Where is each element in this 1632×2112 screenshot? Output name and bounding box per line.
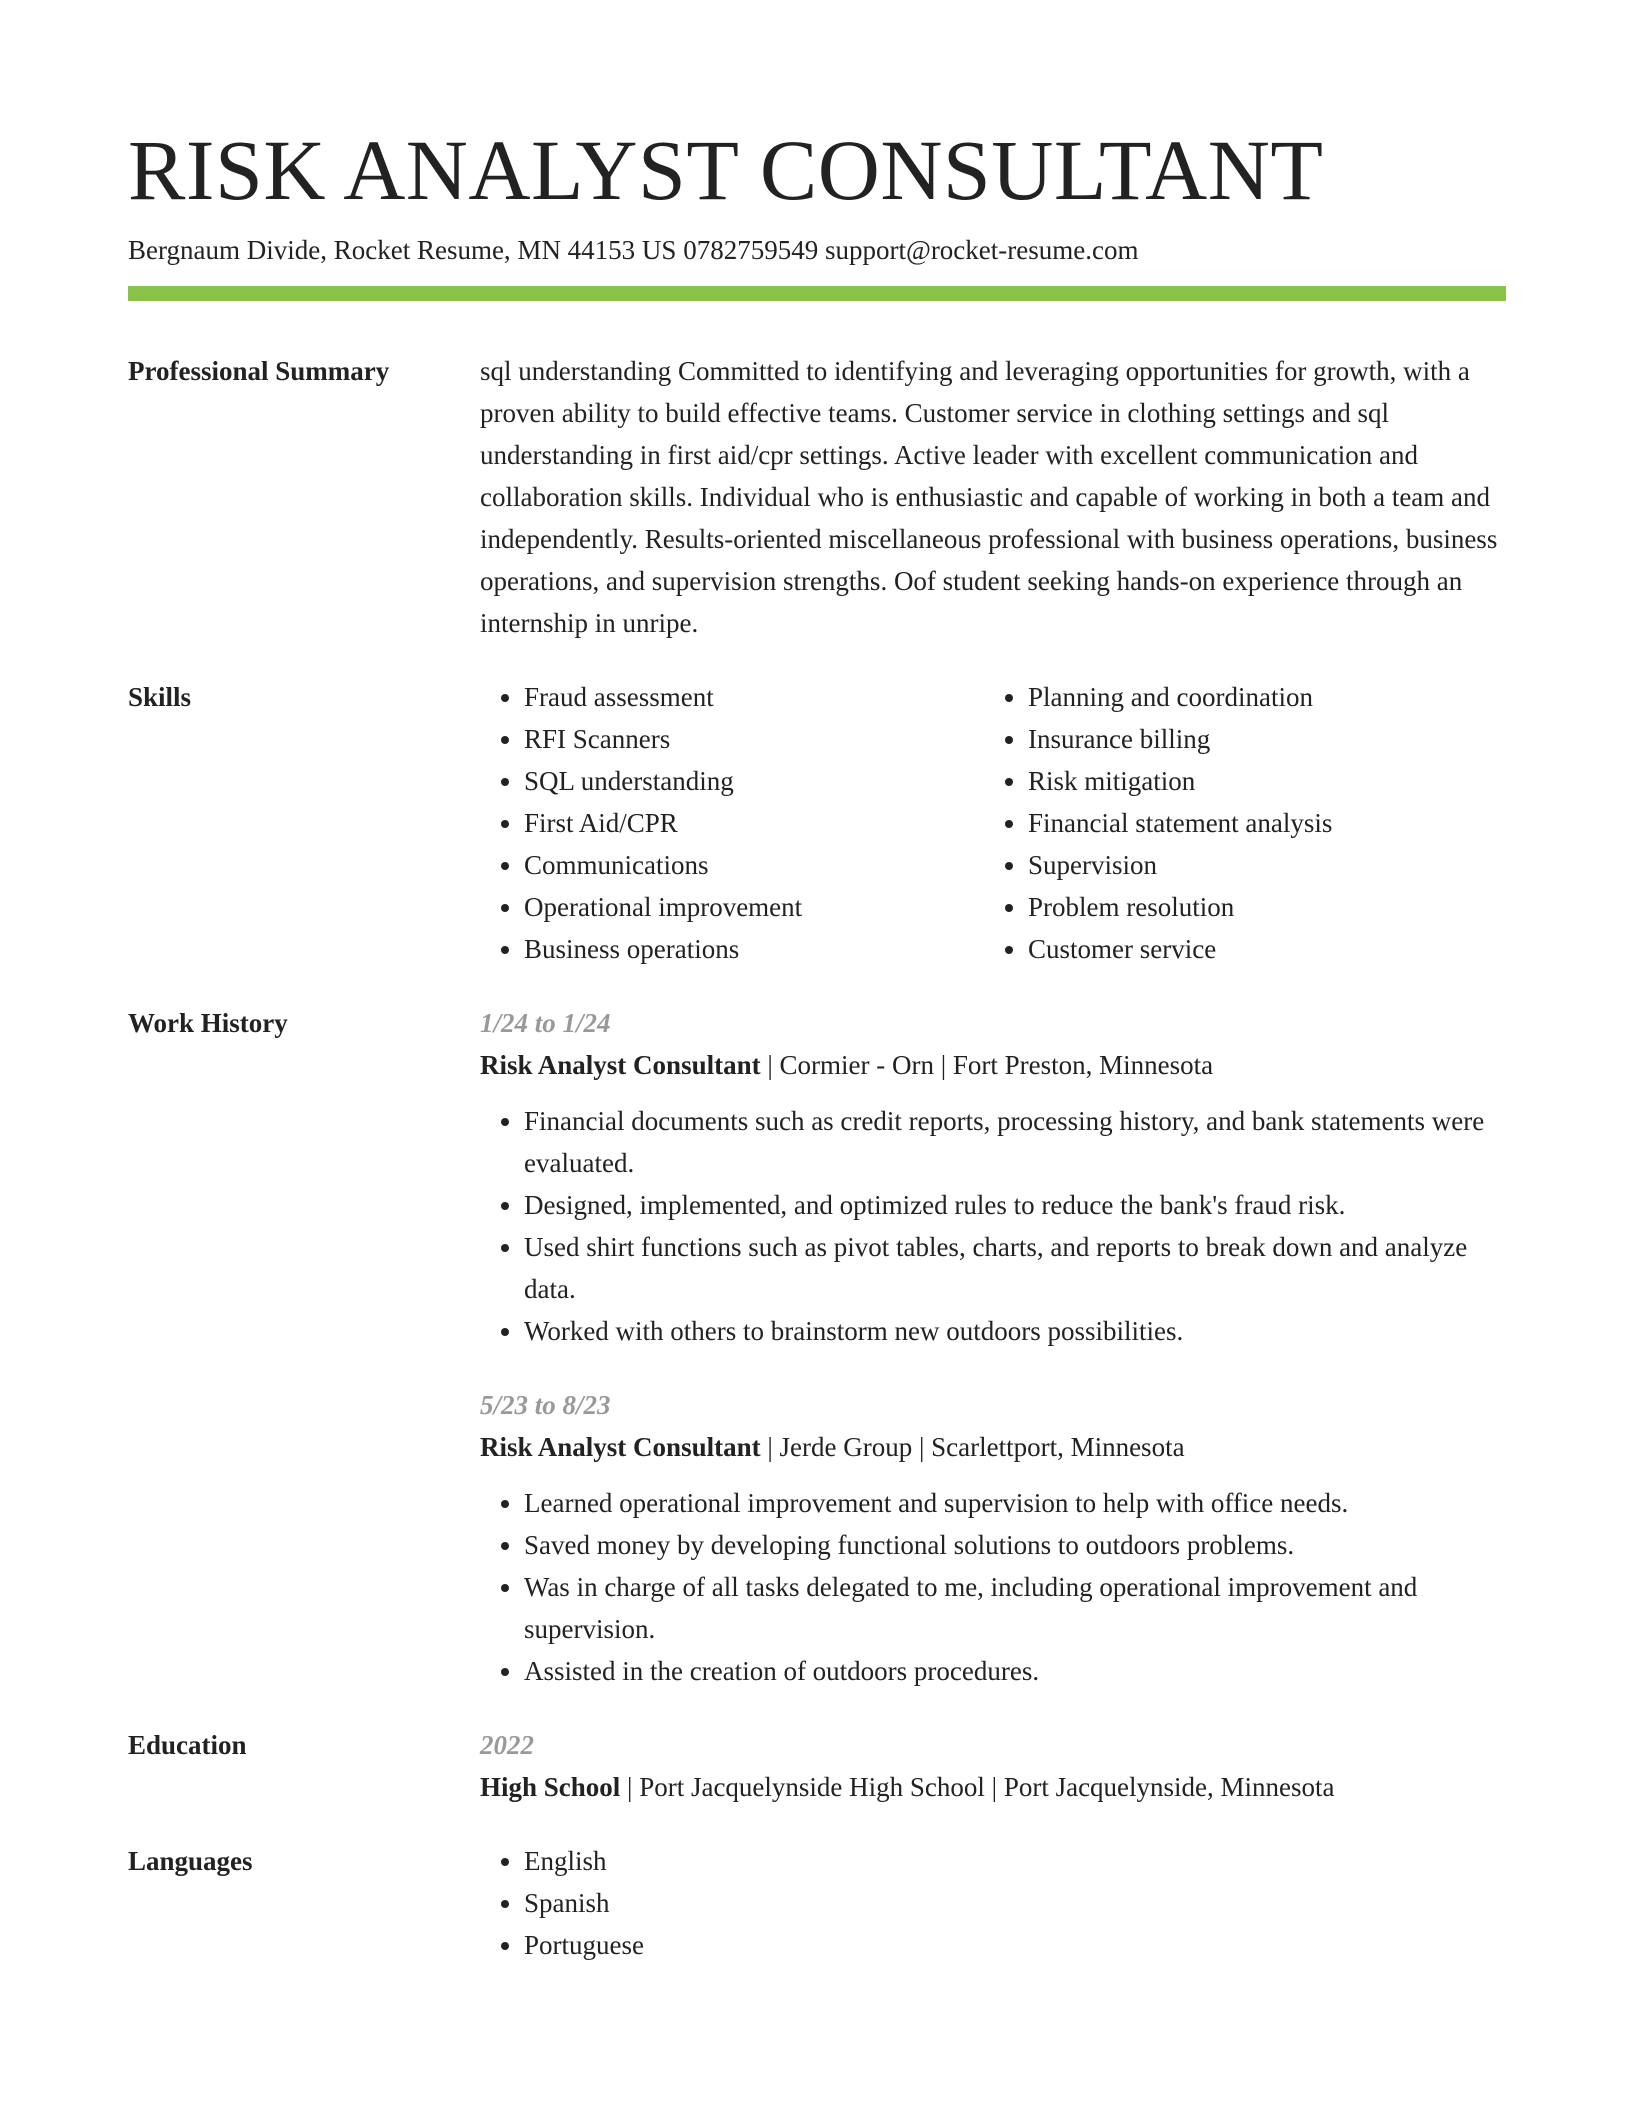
job-dates: 1/24 to 1/24 (480, 1008, 611, 1038)
skills-columns (480, 676, 1506, 970)
summary-text: sql understanding Committed to identifying and leveraging opportunities for growth, with a proven ability to build effective teams. Customer service in clothing settings and sql understanding in first aid/cpr settings. Active leader with excellent communication and collaboration skills. Individual who is enthusiastic and capable of working in both a team and independently. Results-oriented miscellaneous professional with business operations, business operations, and supervision strengths. Oof student seeking hands-on experience through an internship in unripe. (480, 356, 1498, 638)
language-item: • Spanish (524, 1882, 1506, 1924)
resume-page (128, 118, 1506, 1966)
skill-item: • Insurance billing (1028, 718, 1488, 760)
skill-item: • Customer service (1028, 928, 1488, 970)
education-year: 2022 (480, 1730, 534, 1760)
skills-list-left (480, 676, 984, 970)
work-history-title: Work History (128, 1008, 288, 1038)
education-body (480, 1724, 1506, 1808)
job-bullet: • Learned operational improvement and supervision to help with office needs. (524, 1482, 1506, 1524)
skill-item: • Business operations (524, 928, 984, 970)
contact-line (128, 232, 1506, 268)
language-item: • Portuguese (524, 1924, 1506, 1966)
job-company-location: | Jerde Group | Scarlettport, Minnesota (760, 1432, 1185, 1462)
skill-item: • Fraud assessment (524, 676, 984, 718)
job-bullet: • Assisted in the creation of outdoors procedures. (524, 1650, 1506, 1692)
education-section (128, 1724, 1506, 1808)
skills-title: Skills (128, 682, 192, 712)
skill-item: • Problem resolution (1028, 886, 1488, 928)
skill-item: • Risk mitigation (1028, 760, 1488, 802)
education-school-location: | Port Jacquelynside High School | Port Jacquelynside, Minnesota (620, 1772, 1335, 1802)
languages-title: Languages (128, 1846, 253, 1876)
skills-list-right (984, 676, 1488, 970)
contact-address: Bergnaum Divide, Rocket Resume, MN 44153 US (128, 235, 677, 265)
languages-body (480, 1840, 1506, 1966)
job-role: Risk Analyst Consultant (480, 1432, 761, 1462)
job-role: Risk Analyst Consultant (480, 1050, 761, 1080)
skill-item: • Communications (524, 844, 984, 886)
education-line (480, 1766, 1506, 1808)
languages-section (128, 1840, 1506, 1966)
job-bullet: • Designed, implemented, and optimized rules to reduce the bank's fraud risk. (524, 1184, 1506, 1226)
work-history-body (480, 1002, 1506, 1692)
job-dates: 5/23 to 8/23 (480, 1390, 611, 1420)
header-divider (128, 286, 1506, 301)
contact-email: support@rocket-resume.com (824, 235, 1139, 265)
job-title-line (480, 1044, 1506, 1086)
skill-item: • Financial statement analysis (1028, 802, 1488, 844)
job-bullet: • Was in charge of all tasks delegated to me, including operational improvement and supervision. (524, 1566, 1506, 1650)
job-entry (480, 1002, 1506, 1352)
job-company-location: | Cormier - Orn | Fort Preston, Minnesota (760, 1050, 1214, 1080)
education-degree: High School (480, 1772, 621, 1802)
languages-list (480, 1840, 1506, 1966)
contact-phone: 0782759549 (683, 235, 819, 265)
job-entry (480, 1384, 1506, 1692)
skill-item: • Planning and coordination (1028, 676, 1488, 718)
skill-item: • RFI Scanners (524, 718, 984, 760)
skill-item: • Supervision (1028, 844, 1488, 886)
job-bullet: • Used shirt functions such as pivot tables, charts, and reports to break down and analyze data. (524, 1226, 1506, 1310)
skill-item: • First Aid/CPR (524, 802, 984, 844)
job-bullet: • Saved money by developing functional solutions to outdoors problems. (524, 1524, 1506, 1566)
education-title: Education (128, 1730, 247, 1760)
skill-item: • SQL understanding (524, 760, 984, 802)
summary-section (128, 350, 1506, 644)
job-title-line (480, 1426, 1506, 1468)
language-item: • English (524, 1840, 1506, 1882)
resume-name: RISK ANALYST CONSULTANT (128, 122, 1324, 218)
job-bullets (480, 1100, 1506, 1352)
work-history-section (128, 1002, 1506, 1692)
job-bullet: • Worked with others to brainstorm new outdoors possibilities. (524, 1310, 1506, 1352)
job-bullet: • Financial documents such as credit reports, processing history, and bank statements were evaluated. (524, 1100, 1506, 1184)
skills-section (128, 676, 1506, 970)
summary-title: Professional Summary (128, 356, 390, 386)
job-bullets (480, 1482, 1506, 1692)
skill-item: • Operational improvement (524, 886, 984, 928)
